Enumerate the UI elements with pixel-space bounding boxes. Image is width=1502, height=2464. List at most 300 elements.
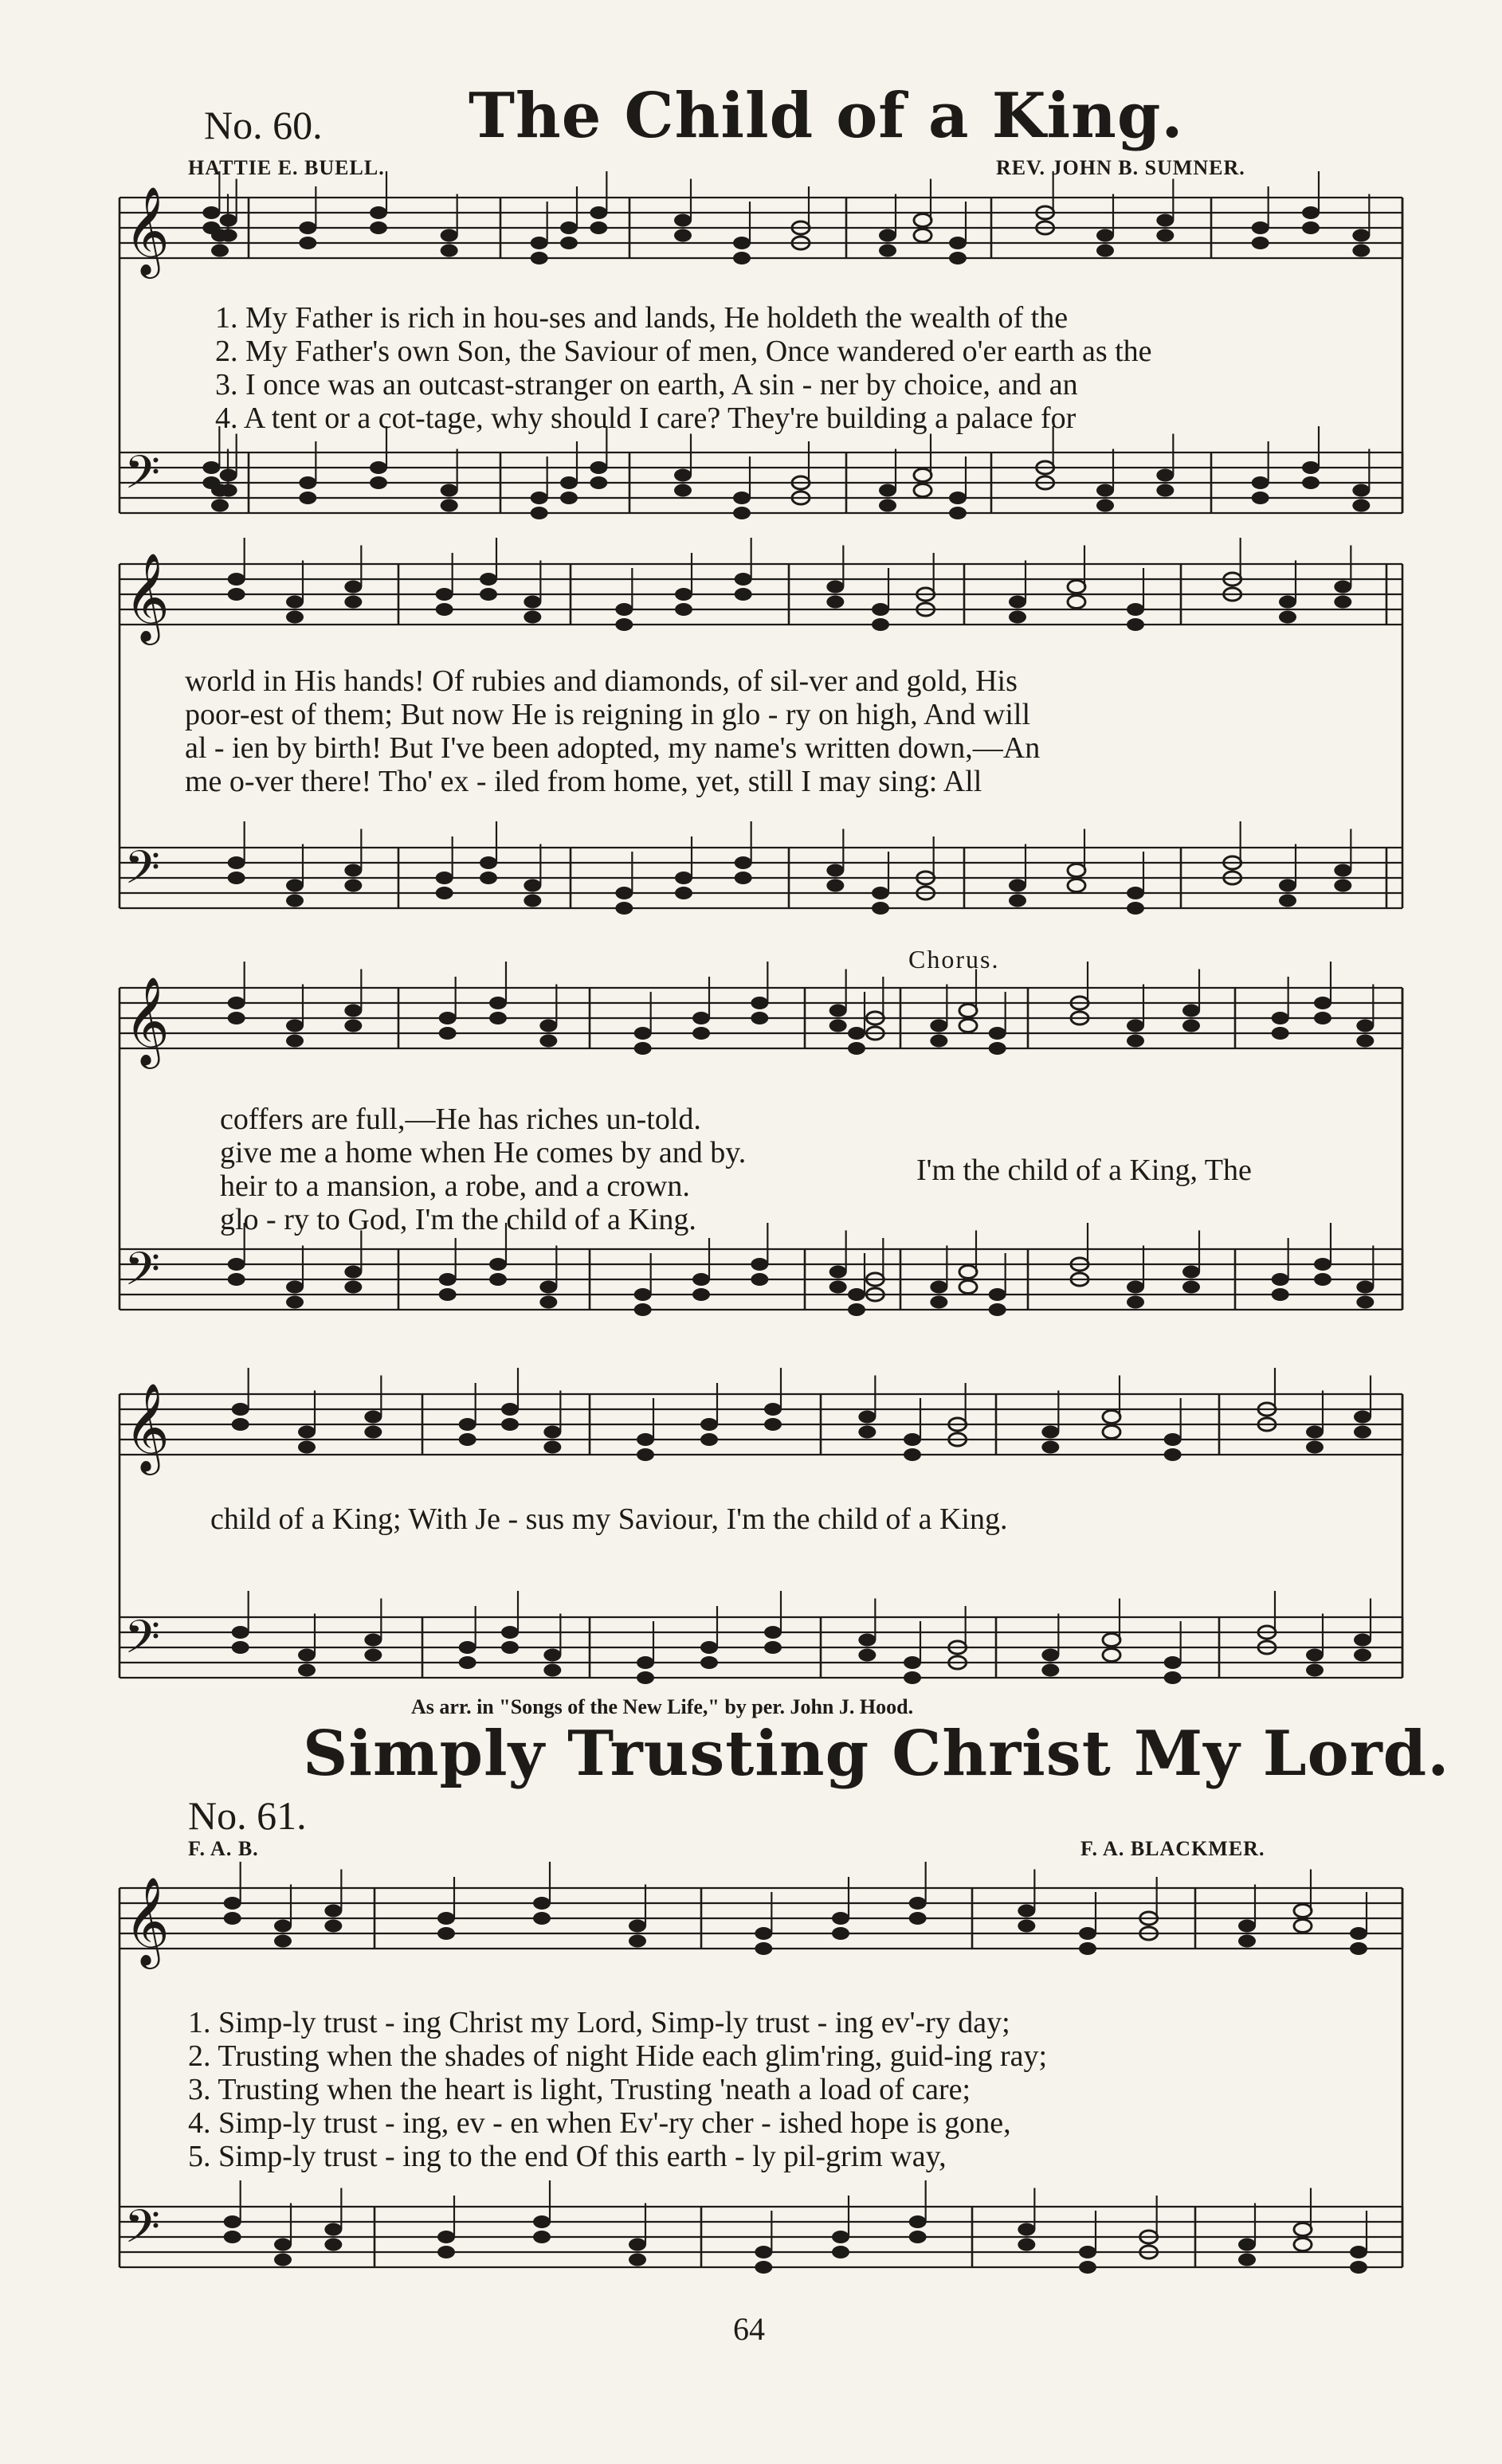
note-head <box>751 1012 768 1024</box>
lyric-line: coffers are full,—He has riches un-told. <box>220 1103 701 1136</box>
note-head <box>1096 245 1114 257</box>
note-head <box>324 2223 342 2236</box>
note-head <box>1238 2254 1256 2266</box>
note-head <box>344 596 362 609</box>
note-head <box>436 588 453 601</box>
note-head <box>232 1418 249 1431</box>
note-head <box>286 895 304 907</box>
note-head <box>439 1273 457 1286</box>
note-head <box>755 2261 772 2274</box>
note-head <box>531 492 548 504</box>
note-head <box>914 484 931 497</box>
note-head <box>733 507 751 519</box>
note-head <box>436 872 453 884</box>
note-head <box>914 229 931 242</box>
note-head <box>1103 1411 1120 1424</box>
note-head <box>909 2231 927 2243</box>
note-head <box>590 476 607 489</box>
note-head <box>959 1266 977 1279</box>
note-head <box>675 887 692 899</box>
note-head <box>751 1258 768 1271</box>
verse-block <box>215 303 1152 437</box>
note-head <box>533 1912 551 1925</box>
note-head <box>700 1641 718 1654</box>
note-head <box>637 1671 654 1684</box>
note-head <box>615 618 633 631</box>
note-head <box>1079 1942 1096 1955</box>
note-head <box>480 856 497 869</box>
note-head <box>829 1266 847 1279</box>
note-head <box>959 1020 977 1032</box>
lyric-line: poor-est of them; But now He is reigning in glo - ry on high, And will <box>185 698 1031 731</box>
note-head <box>949 492 967 504</box>
note-head <box>879 499 896 512</box>
note-head <box>439 1288 457 1301</box>
note-head <box>700 1433 718 1446</box>
note-head <box>1182 1005 1200 1017</box>
note-head <box>629 1935 646 1948</box>
lyric-line: 3. Trusting when the heart is light, Trusting 'neath a load of care; <box>188 2073 971 2106</box>
note-head <box>202 206 220 219</box>
note-head <box>1352 245 1370 257</box>
chorus-lyric: child of a King; With Je - sus my Saviour, I'm the child of a King. <box>210 1502 1008 1536</box>
note-head <box>560 476 578 489</box>
note-head <box>1182 1266 1200 1279</box>
note-head <box>1164 1671 1182 1684</box>
arrangement-note: As arr. in "Songs of the New Life," by per. John J. Hood. <box>411 1695 914 1718</box>
note-head <box>298 1649 316 1662</box>
note-head <box>286 1296 304 1309</box>
note-head <box>437 2246 455 2258</box>
note-head <box>1302 476 1320 489</box>
note-head <box>1294 2223 1312 2236</box>
note-head <box>228 997 245 1009</box>
note-head <box>531 507 548 519</box>
note-head <box>228 588 245 601</box>
lyric-line: give me a home when He comes by and by. <box>220 1136 747 1169</box>
note-head <box>634 1042 652 1055</box>
note-head <box>1352 229 1370 242</box>
note-head <box>829 1020 847 1032</box>
note-head <box>531 237 548 249</box>
page-number: 64 <box>733 2311 765 2347</box>
lyric-line: 2. Trusting when the shades of night Hide each glim'ring, guid-ing ray; <box>188 2039 1048 2073</box>
note-head <box>674 484 692 497</box>
treble-clef: 𝄞 <box>124 552 170 641</box>
lyric-line: heir to a mansion, a robe, and a crown. <box>220 1169 690 1203</box>
note-head <box>930 1281 947 1294</box>
note-head <box>1294 2239 1312 2251</box>
chorus-label: Chorus. <box>908 945 1000 973</box>
note-head <box>909 1897 927 1910</box>
note-head <box>1079 1927 1096 1940</box>
note-head <box>1252 476 1269 489</box>
note-head <box>751 1273 768 1286</box>
note-head <box>1272 1027 1289 1040</box>
note-head <box>324 2239 342 2251</box>
bass-clef: 𝄢 <box>124 445 161 511</box>
note-head <box>324 1920 342 1933</box>
note-head <box>1182 1281 1200 1294</box>
bass-staff <box>120 2180 1402 2274</box>
note-head <box>489 1258 507 1271</box>
lyric-line: al - ien by birth! But I've been adopted, my name's written down,—An <box>185 731 1041 765</box>
treble-staff <box>120 171 1402 279</box>
note-head <box>1252 221 1269 234</box>
bass-clef: 𝄢 <box>124 1242 161 1307</box>
note-head <box>1306 1426 1324 1439</box>
note-head <box>560 221 578 234</box>
treble-staff <box>120 962 1402 1069</box>
note-head <box>286 1020 304 1032</box>
note-head <box>1164 1656 1182 1669</box>
note-head <box>848 1027 865 1040</box>
note-head <box>1041 1649 1059 1662</box>
bass-staff <box>120 821 1402 915</box>
note-head <box>832 2231 849 2243</box>
note-head <box>1302 461 1320 474</box>
note-head <box>858 1426 876 1439</box>
note-head <box>832 1927 849 1940</box>
bass-clef: 𝄢 <box>124 2200 161 2265</box>
note-head <box>370 221 387 234</box>
note-head <box>733 252 751 264</box>
treble-clef: 𝄞 <box>124 1382 170 1471</box>
note-head <box>634 1303 652 1316</box>
note-head <box>1294 1920 1312 1933</box>
note-head <box>1238 2239 1256 2251</box>
note-head <box>755 1927 772 1940</box>
note-head <box>634 1288 652 1301</box>
note-head <box>1279 895 1296 907</box>
lyric-line: 4. Simp-ly trust - ing, ev - en when Ev'-ry cher - ished hope is gone, <box>188 2106 1011 2140</box>
note-head <box>764 1403 782 1416</box>
hymn-number: No. 61. <box>188 1793 307 1838</box>
note-head <box>220 214 237 227</box>
note-head <box>1156 229 1174 242</box>
note-head <box>286 879 304 892</box>
note-head <box>299 492 316 504</box>
note-head <box>344 581 362 593</box>
note-head <box>1272 1273 1289 1286</box>
note-head <box>675 603 692 616</box>
note-head <box>1272 1288 1289 1301</box>
note-head <box>872 618 889 631</box>
note-head <box>909 1912 927 1925</box>
note-head <box>1127 887 1144 899</box>
verse-block <box>220 1104 746 1238</box>
note-head <box>274 1935 292 1948</box>
note-head <box>1352 499 1370 512</box>
note-head <box>299 237 316 249</box>
music-system <box>0 1378 1502 1713</box>
note-head <box>364 1426 382 1439</box>
note-head <box>1041 1441 1059 1454</box>
note-head <box>274 2254 292 2266</box>
note-head <box>228 573 245 586</box>
note-head <box>692 1273 710 1286</box>
note-head <box>1041 1664 1059 1677</box>
bass-clef: 𝄢 <box>124 1610 161 1675</box>
note-head <box>370 461 387 474</box>
note-head <box>543 1664 561 1677</box>
treble-clef: 𝄞 <box>124 976 170 1065</box>
note-head <box>637 1433 654 1446</box>
note-head <box>826 596 844 609</box>
note-head <box>1041 1426 1059 1439</box>
note-head <box>539 1020 557 1032</box>
bass-staff <box>120 426 1402 519</box>
note-head <box>1279 611 1296 624</box>
note-head <box>232 1626 249 1639</box>
note-head <box>220 229 237 242</box>
lyric-line: 1. My Father is rich in hou-ses and lands, He holdeth the wealth of the <box>215 301 1069 335</box>
note-head <box>914 469 931 482</box>
note-head <box>1127 1296 1144 1309</box>
treble-staff <box>120 1862 1402 1969</box>
note-head <box>949 237 967 249</box>
note-head <box>1068 596 1085 609</box>
note-head <box>228 1258 245 1271</box>
note-head <box>872 902 889 915</box>
note-head <box>1096 499 1114 512</box>
lyric-line: 5. Simp-ly trust - ing to the end Of this earth - ly pil-grim way, <box>188 2140 947 2173</box>
note-head <box>298 1426 316 1439</box>
note-head <box>274 2239 292 2251</box>
note-head <box>1068 864 1085 877</box>
note-head <box>735 872 752 884</box>
note-head <box>989 1303 1006 1316</box>
note-head <box>1279 596 1296 609</box>
note-head <box>441 245 458 257</box>
note-head <box>220 469 237 482</box>
note-head <box>224 1912 241 1925</box>
lyric-line: 2. My Father's own Son, the Saviour of men, Once wandered o'er earth as the <box>215 335 1152 368</box>
note-head <box>692 1288 710 1301</box>
note-head <box>879 484 896 497</box>
note-head <box>533 1897 551 1910</box>
note-head <box>211 499 229 512</box>
lyric-line: 1. Simp-ly trust - ing Christ my Lord, Simp-ly trust - ing ev'-ry day; <box>188 2006 1010 2039</box>
note-head <box>524 895 541 907</box>
note-head <box>1009 596 1026 609</box>
note-head <box>674 214 692 227</box>
note-head <box>1127 1281 1144 1294</box>
note-head <box>539 1296 557 1309</box>
note-head <box>1238 1920 1256 1933</box>
note-head <box>1079 2261 1096 2274</box>
note-head <box>1354 1649 1371 1662</box>
note-head <box>489 1012 507 1024</box>
note-head <box>615 887 633 899</box>
lyric-line: world in His hands! Of rubies and diamonds, of sil-ver and gold, His <box>185 664 1018 698</box>
note-head <box>539 1035 557 1048</box>
note-head <box>1156 484 1174 497</box>
note-head <box>1079 2246 1096 2258</box>
note-head <box>615 902 633 915</box>
note-head <box>459 1433 476 1446</box>
note-head <box>1156 214 1174 227</box>
note-head <box>832 1912 849 1925</box>
note-head <box>590 206 607 219</box>
note-head <box>224 2231 241 2243</box>
note-head <box>1238 1935 1256 1948</box>
note-head <box>364 1411 382 1424</box>
treble-staff <box>120 1368 1402 1475</box>
note-head <box>1103 1649 1120 1662</box>
note-head <box>634 1027 652 1040</box>
note-head <box>1096 229 1114 242</box>
hymn-title: Simply Trusting Christ My Lord. <box>303 1718 1450 1790</box>
note-head <box>1018 2223 1035 2236</box>
note-head <box>524 596 541 609</box>
note-head <box>733 237 751 249</box>
note-head <box>344 1266 362 1279</box>
note-head <box>914 214 931 227</box>
note-head <box>437 1912 455 1925</box>
note-head <box>501 1626 519 1639</box>
note-head <box>436 887 453 899</box>
note-head <box>1103 1634 1120 1647</box>
lyricist-credit: HATTIE E. BUELL. <box>188 156 385 179</box>
note-head <box>1127 1035 1144 1048</box>
note-head <box>764 1418 782 1431</box>
note-head <box>629 2239 646 2251</box>
note-head <box>700 1418 718 1431</box>
note-head <box>1127 603 1144 616</box>
treble-clef: 𝄞 <box>124 1876 170 1965</box>
note-head <box>692 1027 710 1040</box>
note-head <box>1350 2261 1367 2274</box>
note-head <box>832 2246 849 2258</box>
note-head <box>858 1411 876 1424</box>
note-head <box>1018 1905 1035 1918</box>
note-head <box>735 588 752 601</box>
note-head <box>274 1920 292 1933</box>
note-head <box>459 1418 476 1431</box>
note-head <box>858 1649 876 1662</box>
note-head <box>1068 879 1085 892</box>
note-head <box>1350 1942 1367 1955</box>
note-head <box>344 879 362 892</box>
note-head <box>224 2215 241 2228</box>
note-head <box>1314 997 1331 1009</box>
chorus-lyric: I'm the child of a King, The <box>916 1154 1252 1187</box>
note-head <box>1354 1426 1371 1439</box>
note-head <box>344 1020 362 1032</box>
note-head <box>1356 1281 1374 1294</box>
note-head <box>1302 206 1320 219</box>
note-head <box>674 469 692 482</box>
note-head <box>539 1281 557 1294</box>
note-head <box>228 1012 245 1024</box>
note-head <box>909 2215 927 2228</box>
note-head <box>1156 469 1174 482</box>
note-head <box>1252 492 1269 504</box>
note-head <box>344 864 362 877</box>
note-head <box>872 887 889 899</box>
note-head <box>675 588 692 601</box>
note-head <box>1356 1035 1374 1048</box>
note-head <box>1306 1649 1324 1662</box>
verse-block <box>188 2008 1047 2175</box>
note-head <box>692 1012 710 1024</box>
note-head <box>480 872 497 884</box>
note-head <box>228 1273 245 1286</box>
note-head <box>733 492 751 504</box>
note-head <box>629 2254 646 2266</box>
note-head <box>904 1448 921 1461</box>
note-head <box>904 1671 921 1684</box>
note-head <box>228 872 245 884</box>
note-head <box>501 1641 519 1654</box>
lyric-line: glo - ry to God, I'm the child of a King. <box>220 1203 696 1236</box>
note-head <box>1334 879 1351 892</box>
note-head <box>1252 237 1269 249</box>
note-head <box>441 229 458 242</box>
note-head <box>232 1641 249 1654</box>
note-head <box>543 1426 561 1439</box>
note-head <box>872 603 889 616</box>
note-head <box>675 872 692 884</box>
note-head <box>344 1005 362 1017</box>
hymn-title: The Child of a King. <box>469 80 1184 152</box>
note-head <box>370 206 387 219</box>
note-head <box>1354 1411 1371 1424</box>
note-head <box>826 581 844 593</box>
note-head <box>232 1403 249 1416</box>
note-head <box>989 1042 1006 1055</box>
note-head <box>989 1027 1006 1040</box>
note-head <box>1294 1905 1312 1918</box>
note-head <box>629 1920 646 1933</box>
note-head <box>755 2246 772 2258</box>
note-head <box>848 1288 865 1301</box>
note-head <box>298 1664 316 1677</box>
note-head <box>1302 221 1320 234</box>
note-head <box>441 484 458 497</box>
verse-block <box>185 666 1040 800</box>
note-head <box>324 1905 342 1918</box>
note-head <box>489 1273 507 1286</box>
note-head <box>437 1927 455 1940</box>
note-head <box>826 879 844 892</box>
note-head <box>370 476 387 489</box>
note-head <box>1018 1920 1035 1933</box>
note-head <box>1127 1020 1144 1032</box>
note-head <box>637 1448 654 1461</box>
note-head <box>459 1656 476 1669</box>
note-head <box>751 997 768 1009</box>
note-head <box>524 611 541 624</box>
note-head <box>437 2231 455 2243</box>
note-head <box>829 1005 847 1017</box>
note-head <box>764 1626 782 1639</box>
note-head <box>755 1942 772 1955</box>
note-head <box>1334 581 1351 593</box>
note-head <box>224 1897 241 1910</box>
note-head <box>1356 1296 1374 1309</box>
note-head <box>436 603 453 616</box>
note-head <box>533 2215 551 2228</box>
note-head <box>1350 1927 1367 1940</box>
note-head <box>480 573 497 586</box>
note-head <box>439 1027 457 1040</box>
composer-credit: REV. JOHN B. SUMNER. <box>996 156 1245 179</box>
note-head <box>1009 611 1026 624</box>
note-head <box>904 1656 921 1669</box>
treble-staff <box>120 538 1402 645</box>
